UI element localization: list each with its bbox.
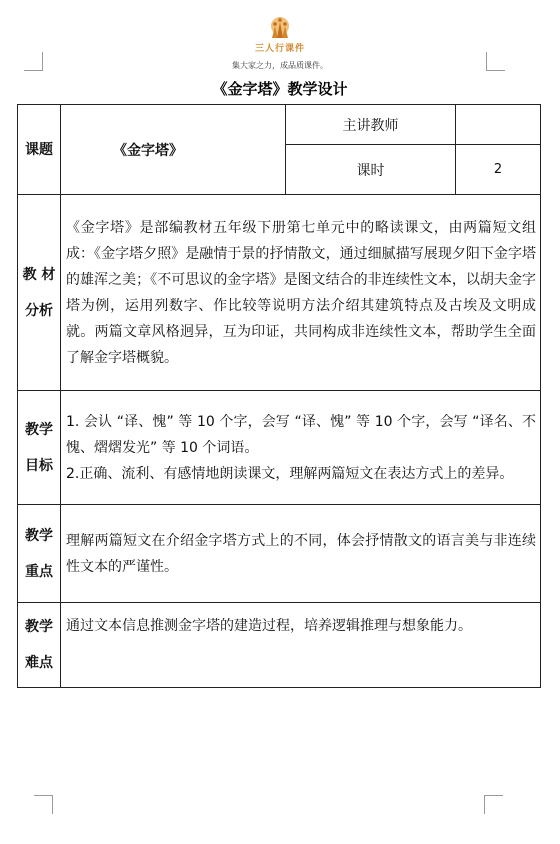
document-title: 《金字塔》教学设计 <box>212 80 348 98</box>
teacher-label: 主讲教师 <box>286 105 456 145</box>
difficulty-label <box>18 603 61 688</box>
diff-label-line2: 难点 <box>25 655 53 671</box>
hours-value[interactable]: 2 <box>456 145 541 195</box>
goals-label <box>18 391 61 505</box>
goals-item-1: 1. 会认 “译、愧” 等 10 个字，会写 “译、愧” 等 10 个字，会写 “译名、不愧、熠熠发光” 等 10 个词语。 <box>66 413 536 456</box>
table-row <box>18 603 541 688</box>
key-label-line1: 教学 <box>25 527 53 544</box>
analysis-label-line2: 分析 <box>25 302 53 319</box>
course-label: 课题 <box>18 105 61 195</box>
analysis-label <box>18 195 61 391</box>
teacher-value[interactable] <box>456 105 541 145</box>
table-row <box>18 105 541 145</box>
difficulty-text: 通过文本信息推测金字塔的建造过程，培养逻辑推理与想象能力。 <box>61 603 541 688</box>
logo-figures-icon <box>266 16 294 40</box>
corner-mark-top-right <box>486 52 505 71</box>
logo-text: 三人行课件 <box>254 44 305 54</box>
analysis-text: 《金字塔》是部编教材五年级下册第七单元中的略读课文，由两篇短文组成：《金字塔夕照》是融情于景的抒情散文，通过细腻描写展现夕阳下金字塔的雄浑之美；《不可思议的金字塔》是图文结合的非连续性文本，以胡夫金字塔为例，运用列数字、作比较等说明方法介绍其建筑特点及古埃及文明成就。两篇文章风格迥异，互为印证，共同构成非连续性文本，帮助学生全面了解金字塔概貌。 <box>61 195 541 391</box>
slogan: 集大家之力，成品质课件。 <box>232 61 328 70</box>
key-points-text: 理解两篇短文在介绍金字塔方式上的不同，体会抒情散文的语言美与非连续性文本的严谨性。 <box>61 505 541 603</box>
key-label-line2: 重点 <box>25 563 53 580</box>
corner-mark-top-left <box>24 52 43 71</box>
corner-mark-bottom-right <box>484 795 503 814</box>
table-row <box>18 195 541 391</box>
corner-mark-bottom-left <box>34 795 53 814</box>
hours-label: 课时 <box>286 145 456 195</box>
analysis-label-line1: 教 材 <box>22 266 56 283</box>
goals-label-line2: 目标 <box>25 457 53 474</box>
key-points-label <box>18 505 61 603</box>
goals-item-2: 2.正确、流利、有感情地朗读课文，理解两篇短文在表达方式上的差异。 <box>66 465 514 482</box>
table-row <box>18 505 541 603</box>
goals-label-line1: 教学 <box>25 421 53 438</box>
course-title: 《金字塔》 <box>61 105 286 195</box>
lesson-plan-table <box>17 104 541 688</box>
diff-label-line1: 教学 <box>25 619 53 635</box>
brand-logo <box>228 16 332 58</box>
table-row <box>18 391 541 505</box>
goals-text <box>61 391 541 505</box>
